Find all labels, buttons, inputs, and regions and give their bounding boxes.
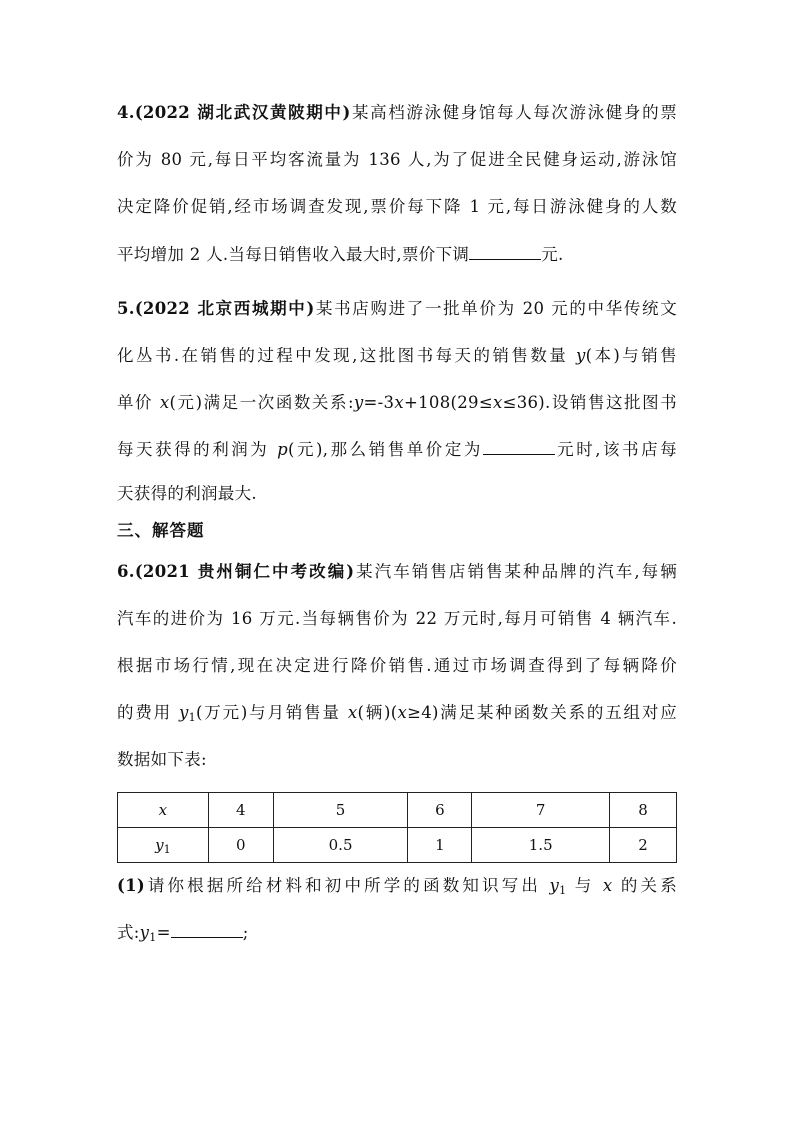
q6-sub1-text-a: 请你根据所给材料和初中所学的函数知识写出 [145, 876, 550, 895]
q6-sub1-var-x: x [602, 876, 613, 895]
table-cell: 7 [472, 793, 610, 828]
q6-text-4c: (辆)( [357, 703, 398, 722]
q6-var-x2: x [397, 703, 408, 722]
table-header-y-sub: 1 [163, 843, 171, 856]
table-cell: 0.5 [273, 828, 408, 863]
table-cell: 0 [208, 828, 273, 863]
q4-answer-blank[interactable] [469, 243, 541, 260]
q6-sub1-formula-y-sub: 1 [149, 931, 157, 944]
table-cell: 6 [408, 793, 472, 828]
q5-formula-x2: x [492, 393, 503, 412]
q6-sub1-semicolon: ; [242, 923, 249, 942]
table-cell: 1 [408, 828, 472, 863]
q6-line-5: 数据如下表: [117, 750, 207, 769]
table-cell: 1.5 [472, 828, 610, 863]
q6-sub1-var-y-sub: 1 [559, 884, 567, 897]
q5-text-2a: 化丛书.在销售的过程中发现,这批图书每天的销售数量 [117, 346, 576, 365]
table-cell: 4 [208, 793, 273, 828]
q4-line-1 [117, 101, 677, 125]
q6-text-4b: (万元)与月销售量 [195, 703, 348, 722]
q6-text-4a: 的费用 [117, 703, 180, 722]
q6-sub1-text-b: 与 [566, 876, 603, 895]
q5-text-1: 某书店购进了一批单价为 20 元的中华传统文 [314, 299, 677, 318]
q5-line-1 [117, 297, 677, 321]
q6-source: (2021 贵州铜仁中考改编) [134, 562, 355, 581]
q6-var-y: y [179, 703, 189, 722]
q6-sub1-number: (1) [117, 876, 145, 895]
table-row-x [118, 793, 677, 828]
q5-text-4a: 每天获得的利润为 [117, 440, 278, 459]
q6-sub1-formula-y: y [139, 923, 150, 942]
q4-line-4 [117, 243, 677, 267]
q6-text-1: 某汽车销售店销售某种品牌的汽车,每辆 [354, 562, 677, 581]
q4-text-4a: 平均增加 2 人.当每日销售收入最大时,票价下调 [117, 245, 470, 264]
data-table [117, 792, 677, 863]
q5-text-3a: 单价 [117, 393, 160, 412]
q5-formula-y: y [353, 393, 364, 412]
q6-line-1 [117, 560, 677, 584]
q5-formula-end: ≤36).设销售这批图书 [502, 393, 677, 412]
q6-sub1-text-c: 的关系 [612, 876, 677, 895]
q6-sub1-line-2 [117, 921, 677, 945]
q6-number: 6. [117, 562, 135, 581]
q5-formula-tail: +108(29≤ [403, 393, 493, 412]
q5-source: (2022 北京西城期中) [134, 299, 315, 318]
table-header-x: x [118, 793, 209, 828]
q5-answer-blank[interactable] [483, 438, 555, 455]
section-title: 三、解答题 [117, 521, 205, 540]
q6-line-2: 汽车的进价为 16 万元.当每辆售价为 22 万元时,每月可销售 4 辆汽车. [117, 609, 677, 628]
q6-sub1-equals: = [156, 923, 171, 942]
q6-sub1-line-1 [117, 874, 677, 898]
q5-text-2b: (本)与销售 [585, 346, 677, 365]
q6-var-x: x [347, 703, 358, 722]
q5-var-p: p [277, 440, 289, 459]
q5-line-2 [117, 344, 677, 368]
table-row-y1 [118, 828, 677, 863]
q5-line-4 [117, 438, 677, 462]
q5-line-5: 天获得的利润最大. [117, 484, 257, 503]
q5-text-4b: (元),那么销售单价定为 [288, 440, 483, 459]
q5-line-3 [117, 391, 677, 415]
q4-line-2: 价为 80 元,每日平均客流量为 136 人,为了促进全民健身运动,游泳馆 [117, 150, 677, 169]
q4-line-3: 决定降价促销,经市场调查发现,票价每下降 1 元,每日游泳健身的人数 [117, 197, 677, 216]
q5-formula-x: x [394, 393, 404, 412]
table-cell: 8 [610, 793, 677, 828]
table-cell: 2 [610, 828, 677, 863]
table-header-y1 [118, 828, 209, 863]
q6-line-3: 根据市场行情,现在决定进行降价销售.通过市场调查得到了每辆降价 [117, 656, 677, 675]
q5-formula-mid: =-3 [363, 393, 395, 412]
q6-sub1-var-y: y [549, 876, 560, 895]
q5-text-4c: 元时,该书店每 [554, 440, 677, 459]
q4-number: 4. [117, 103, 135, 122]
q5-var-y: y [575, 346, 586, 365]
q6-line-4 [117, 701, 677, 725]
q6-sub1-answer-blank[interactable] [171, 921, 243, 938]
q6-sub1-text-d: 式: [117, 923, 140, 942]
q6-text-4d: ≥4)满足某种函数关系的五组对应 [407, 703, 677, 722]
q4-text-1: 某高档游泳健身馆每人每次游泳健身的票 [350, 103, 677, 122]
q4-text-4b: 元. [541, 245, 564, 264]
q4-source: (2022 湖北武汉黄陂期中) [134, 103, 351, 122]
q6-var-y-sub: 1 [188, 711, 196, 724]
q5-var-x: x [159, 393, 170, 412]
table-header-y: y [155, 836, 164, 854]
q5-text-3b: (元)满足一次函数关系: [169, 393, 354, 412]
q5-number: 5. [117, 299, 135, 318]
table-cell: 5 [273, 793, 408, 828]
